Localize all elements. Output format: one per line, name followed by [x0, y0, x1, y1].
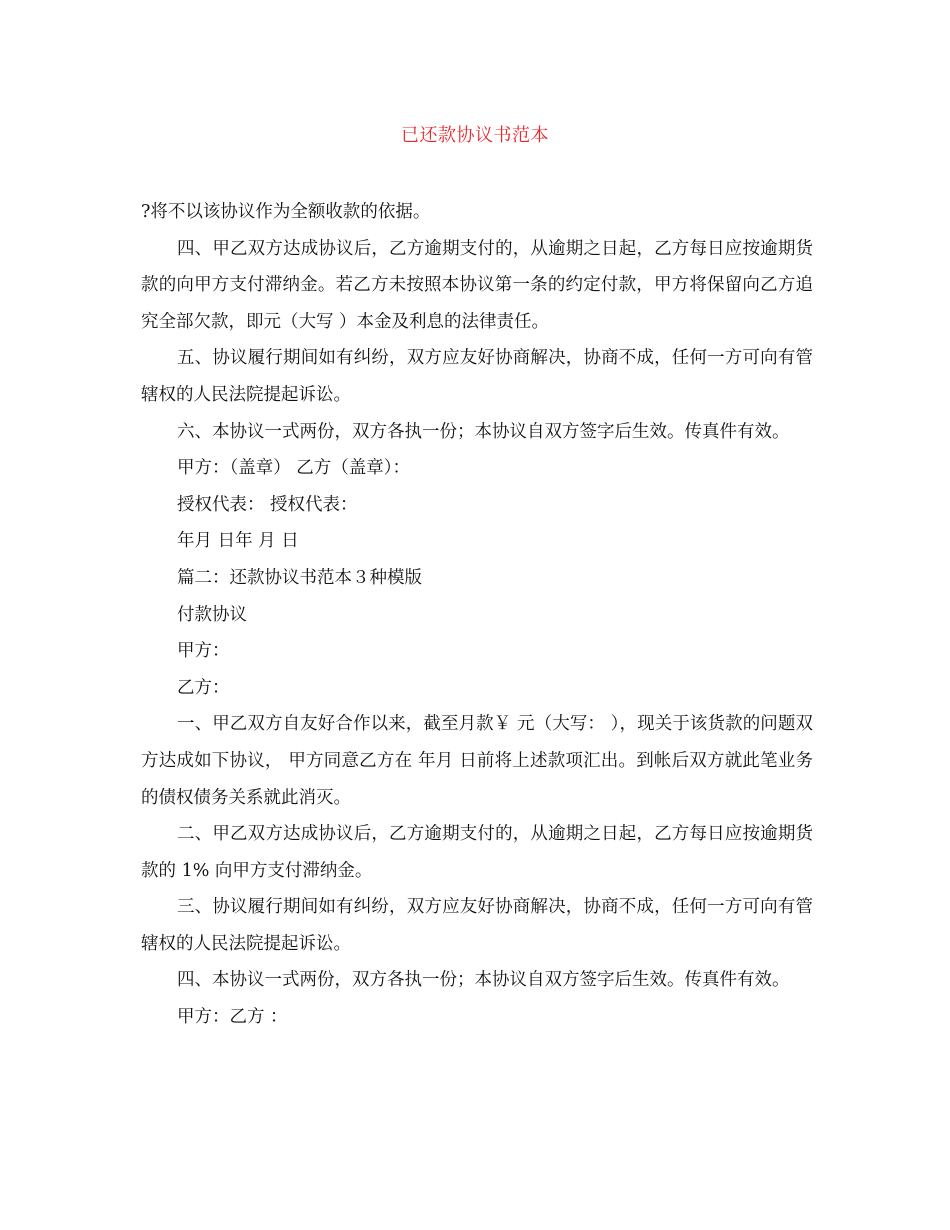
paragraph-clause-6: 六、本协议一式两份，双方各执一份；本协议自双方签字后生效。传真件有效。 — [177, 421, 790, 442]
agreement-title: 付款协议 — [177, 604, 247, 625]
paragraph-continuation: ?将不以该协议作为全额收款的依据。 — [141, 202, 431, 222]
signature-line-final: 甲方：乙方 ： — [177, 1007, 288, 1028]
section-heading: 篇二：还款协议书范本３种模版 — [177, 567, 422, 588]
document-body — [141, 194, 813, 1036]
paragraph-clause-1: 一、甲乙双方自友好合作以来，截至月款￥ 元（大写： ），现关于该货款的问题双方达成如下协议， 甲方同意乙方在 年月 日前将上述款项汇出。到帐后双方就此笔业务的债权债务关系就此消灭。 — [141, 714, 813, 808]
party-a-line: 甲方： — [177, 641, 230, 662]
paragraph-clause-5: 五、协议履行期间如有纠纷，双方应友好协商解决，协商不成，任何一方可向有管辖权的人民法院提起诉讼。 — [141, 348, 813, 405]
paragraph-clause-4: 四、甲乙双方达成协议后，乙方逾期支付的，从逾期之日起，乙方每日应按逾期货款的向甲方支付滞纳金。若乙方未按照本协议第一条的约定付款，甲方将保留向乙方追究全部欠款，即元（大写 ）本金及利息的法律责任。 — [141, 238, 813, 332]
paragraph-clause-2: 二、甲乙双方达成协议后，乙方逾期支付的，从逾期之日起，乙方每日应按逾期货款的 1% 向甲方支付滞纳金。 — [141, 824, 813, 881]
signature-line-representatives: 授权代表： 授权代表： — [177, 494, 358, 515]
party-b-line: 乙方： — [177, 677, 230, 698]
paragraph-clause-3: 三、协议履行期间如有纠纷，双方应友好协商解决，协商不成，任何一方可向有管辖权的人民法院提起诉讼。 — [141, 897, 813, 954]
paragraph-clause-4b: 四、本协议一式两份，双方各执一份；本协议自双方签字后生效。传真件有效。 — [177, 970, 790, 991]
document-title: 已还款协议书范本 — [401, 125, 549, 146]
signature-line-dates: 年月 日年 月 日 — [177, 531, 299, 552]
signature-line-parties: 甲方：（盖章） 乙方（盖章）： — [177, 458, 411, 479]
